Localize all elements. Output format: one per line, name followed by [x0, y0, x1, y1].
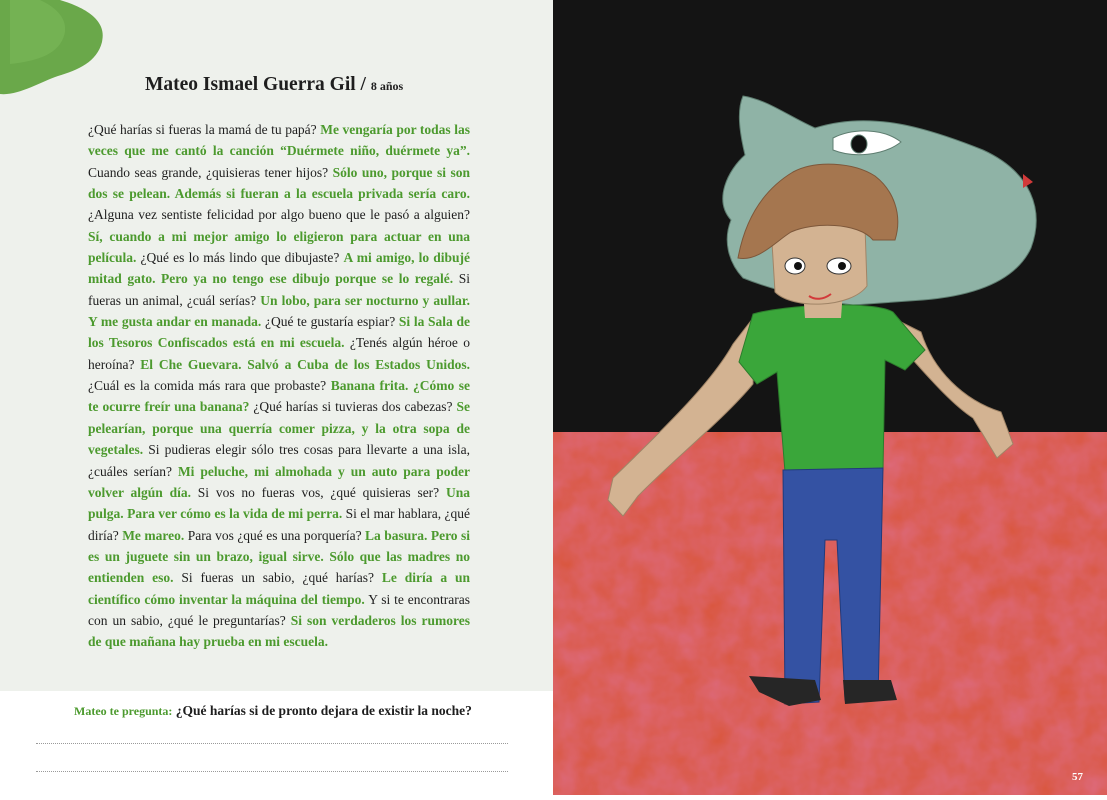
interview-question: ¿Qué te gustaría espiar? [265, 314, 396, 330]
page-number: 57 [1072, 771, 1083, 783]
interview-answer: Sólo uno, porque si son dos se pelean. Además si fueran a la escuela privada sería caro. [88, 164, 471, 202]
interview-question: Cuando seas grande, ¿quisieras tener hijos? [88, 164, 329, 180]
interview-answer: Me vengaría por todas las veces que me cantó la canción “Duérmete niño, duérmete ya”. [88, 122, 471, 159]
interview-question: ¿Qué es lo más lindo que dibujaste? [140, 250, 340, 266]
interview-question: Si el mar hablara, ¿qué diría? [88, 506, 471, 543]
interview-answer: El Che Guevara. Salvó a Cuba de los Estados Unidos. [140, 356, 470, 372]
closing-question [74, 703, 472, 719]
interview-answer: La basura. Pero si es un juguete sin un brazo, igual sirve. Sólo que las madres no entienden eso. [88, 527, 471, 586]
interview-question: ¿Cuál es la comida más rara que probaste? [88, 378, 327, 394]
interview-answer: Le diría a un científico cómo inventar la máquina del tiempo. [88, 570, 471, 607]
interview-question: Si vos no fueras vos, ¿qué quisieras ser? [197, 484, 440, 500]
interview-answer: Me mareo. [122, 527, 185, 543]
interview-answer: Mi peluche, mi almohada y un auto para poder volver algún día. [88, 463, 470, 500]
green-brush-blob [0, 0, 110, 100]
interview-question: Y si te encontraras con un sabio, ¿qué le preguntarías? [88, 591, 470, 628]
illustration-page [553, 0, 1107, 795]
left-page [0, 0, 553, 795]
interview-question: Si fueras un animal, ¿cuál serías? [88, 271, 470, 308]
closing-question-text: ¿Qué harías si de pronto dejara de existir la noche? [175, 703, 472, 718]
author-name: Mateo Ismael Guerra Gil [145, 74, 356, 95]
interview-answer: Se pelearían, porque una querría comer pizza, y la otra sopa de vegetales. [88, 399, 470, 458]
interview-question: ¿Qué harías si tuvieras dos cabezas? [253, 399, 453, 415]
interview-question: Para vos ¿qué es una porquería? [187, 527, 362, 543]
right-shoe [843, 680, 897, 704]
title-separator: / [360, 74, 366, 95]
interview-answer: Si la Sala de los Tesoros Confiscados está en mi escuela. [88, 314, 470, 351]
interview-question: ¿Alguna vez sentiste felicidad por algo bueno que le pasó a alguien? [88, 207, 470, 223]
interview-answer: Una pulga. Para ver cómo es la vida de mi perra. [88, 484, 470, 522]
closing-label: Mateo te pregunta: [74, 704, 173, 718]
interview-question: Si pudieras elegir sólo tres cosas para llevarte a una isla, ¿cuáles serían? [88, 442, 470, 479]
interview-question: ¿Tenés algún héroe o heroína? [88, 335, 470, 372]
interview-question: Si fueras un sabio, ¿qué harías? [181, 570, 375, 586]
answer-line-2 [36, 771, 508, 772]
author-age: 8 años [370, 79, 404, 93]
interview-answer: Banana frita. ¿Cómo se te ocurre freír una banana? [88, 378, 471, 415]
interview-answer: A mi amigo, lo dibujé mitad gato. Pero ya no tengo ese dibujo porque se lo regalé. [88, 250, 471, 287]
answer-line-1 [36, 743, 508, 744]
collage-illustration [553, 0, 1107, 795]
interview-answer: Sí, cuando a mi mejor amigo lo eligieron para actuar en una película. [88, 228, 470, 266]
page-title [145, 74, 403, 96]
interview-answer: Si son verdaderos los rumores de que mañana hay prueba en mi escuela. [88, 612, 470, 650]
interview-text [88, 119, 470, 653]
interview-question: ¿Qué harías si fueras la mamá de tu papá? [88, 122, 317, 137]
interview-answer: Un lobo, para ser nocturno y aullar. Y me gusta andar en manada. [88, 292, 471, 330]
